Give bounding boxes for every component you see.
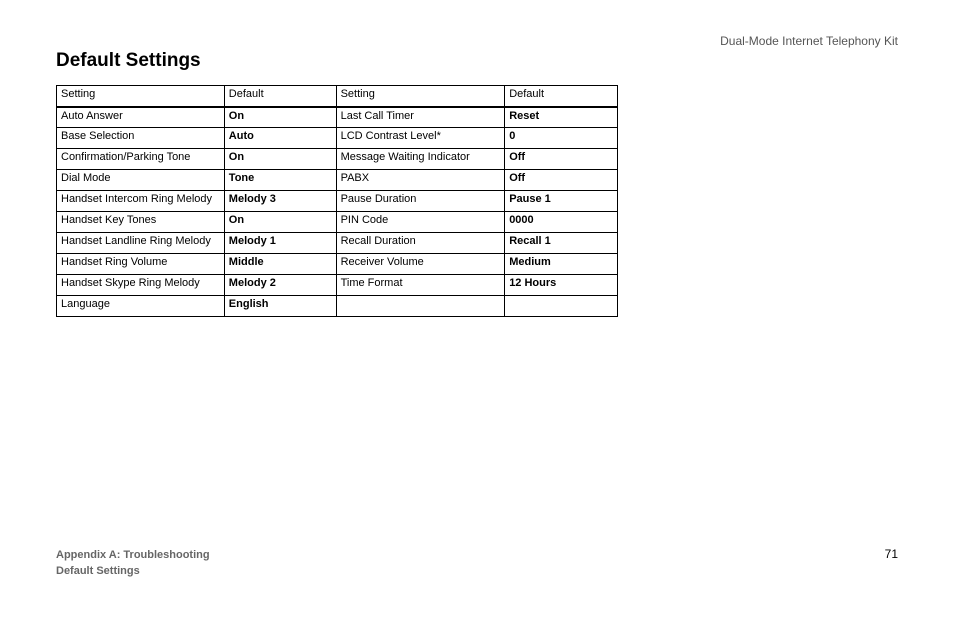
document-title: Dual-Mode Internet Telephony Kit [720,34,898,48]
setting-default: Tone [224,170,336,191]
setting-default: On [224,107,336,128]
footer-subsection: Default Settings [56,565,140,577]
setting-name: Recall Duration [336,233,505,254]
setting-name: Auto Answer [57,107,225,128]
setting-default: 0000 [505,212,618,233]
table-row [57,149,618,170]
column-header-default: Default [505,86,618,107]
setting-name: PABX [336,170,505,191]
table-row [57,107,618,128]
setting-name: Dial Mode [57,170,225,191]
setting-name: Confirmation/Parking Tone [57,149,225,170]
default-settings-table [56,85,618,317]
column-header-default: Default [224,86,336,107]
setting-name [336,296,505,317]
setting-name: Last Call Timer [336,107,505,128]
setting-name: Handset Skype Ring Melody [57,275,225,296]
setting-name: Receiver Volume [336,254,505,275]
page-number: 71 [884,547,898,561]
setting-default: On [224,212,336,233]
setting-name: Pause Duration [336,191,505,212]
setting-default: English [224,296,336,317]
table-row [57,212,618,233]
setting-name: PIN Code [336,212,505,233]
setting-default: Middle [224,254,336,275]
setting-name: Handset Landline Ring Melody [57,233,225,254]
setting-default: Medium [505,254,618,275]
table-row [57,191,618,212]
setting-name: Handset Key Tones [57,212,225,233]
setting-name: Message Waiting Indicator [336,149,505,170]
footer-section-info [56,547,210,579]
setting-default: Off [505,149,618,170]
table-row [57,254,618,275]
table-row [57,170,618,191]
table-header-row [57,86,618,107]
setting-default: Melody 3 [224,191,336,212]
setting-default: Pause 1 [505,191,618,212]
setting-default: On [224,149,336,170]
table-row [57,233,618,254]
setting-default: Auto [224,128,336,149]
setting-name: Handset Ring Volume [57,254,225,275]
table-row [57,128,618,149]
table-row [57,296,618,317]
setting-default: Off [505,170,618,191]
setting-name: Handset Intercom Ring Melody [57,191,225,212]
table-row [57,275,618,296]
setting-default: Reset [505,107,618,128]
page-title: Default Settings [56,50,201,71]
setting-default [505,296,618,317]
setting-name: Language [57,296,225,317]
column-header-setting: Setting [57,86,225,107]
footer-section: Appendix A: Troubleshooting [56,549,210,561]
setting-default: 12 Hours [505,275,618,296]
setting-default: 0 [505,128,618,149]
setting-name: Time Format [336,275,505,296]
setting-default: Recall 1 [505,233,618,254]
setting-default: Melody 1 [224,233,336,254]
setting-name: LCD Contrast Level* [336,128,505,149]
setting-default: Melody 2 [224,275,336,296]
column-header-setting: Setting [336,86,505,107]
setting-name: Base Selection [57,128,225,149]
